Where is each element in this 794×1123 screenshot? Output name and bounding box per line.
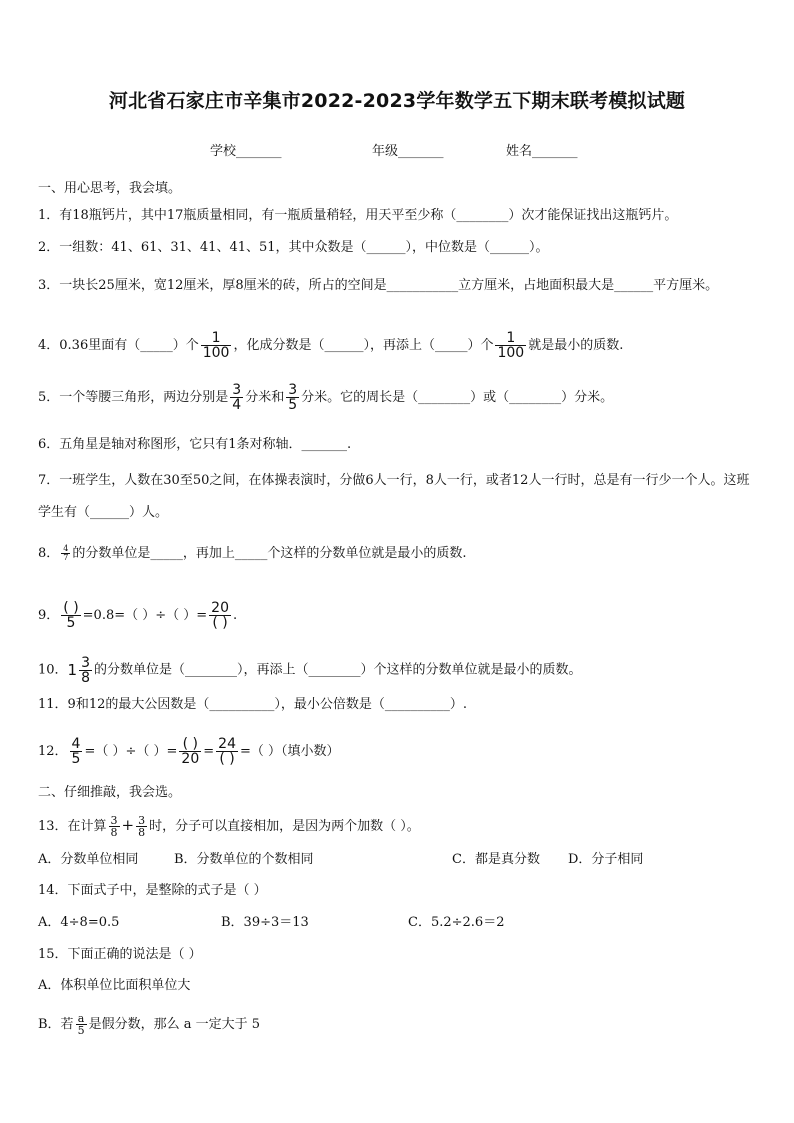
- q9-text-a: 9．: [38, 608, 60, 623]
- q12-fraction-3: $\frac{24}{( )}$: [218, 736, 236, 767]
- q4-text-c: 就是最小的质数.: [528, 338, 624, 353]
- question-9: [38, 594, 760, 638]
- q15b-text-b: 是假分数，那么 a 一定大于 5: [88, 1017, 260, 1032]
- q12-fraction-2: $\frac{( )}{20}$: [181, 736, 200, 767]
- q13-fraction-2: $\frac{3}{8}$: [138, 814, 146, 839]
- q13-option-b[interactable]: B．分数单位的个数相同: [174, 852, 314, 867]
- q4-fraction-2: $\frac{1}{100}$: [497, 330, 525, 361]
- q9-text-c: .: [233, 608, 238, 623]
- q14-option-c[interactable]: C．5.2÷2.6＝2: [408, 915, 505, 930]
- q5-text-c: 分米。它的周长是（________）或（________）分米。: [301, 390, 614, 405]
- name-field: [506, 140, 578, 159]
- school-label: 学校: [210, 144, 237, 159]
- q5-fraction-1: $\frac{3}{4}$: [232, 382, 242, 413]
- question-11: 11．9和12的最大公因数是（__________），最小公倍数是（__________）.: [38, 697, 467, 712]
- q9-fraction-1: $\frac{( )}{5}$: [63, 600, 79, 631]
- name-label: 姓名: [506, 144, 533, 159]
- q13-fraction-1: $\frac{3}{8}$: [110, 814, 118, 839]
- grade-blank: _______: [398, 144, 444, 159]
- grade-field: [372, 140, 444, 159]
- name-blank: _______: [532, 144, 578, 159]
- q10-whole: 1: [67, 661, 78, 679]
- question-14: 14．下面式子中，是整除的式子是（ ）: [38, 883, 267, 898]
- q4-text-a: 4．0.36里面有（_____）个: [38, 338, 199, 353]
- q12-text-b: =（ ）÷（ ）=: [84, 744, 178, 759]
- q8-fraction: $\frac{4}{7}$: [63, 544, 69, 562]
- q12-text-c: =: [203, 744, 215, 759]
- question-10: [38, 650, 760, 691]
- q10-fraction: $\frac{3}{8}$: [81, 654, 91, 686]
- q14-option-b[interactable]: B．39÷3＝13: [221, 915, 309, 930]
- q15b-fraction: $\frac{a}{5}$: [77, 1012, 85, 1037]
- q15b-text-a: B．若: [38, 1017, 74, 1032]
- q12-fraction-1: $\frac{4}{5}$: [71, 736, 81, 767]
- q13-option-c[interactable]: C．都是真分数: [452, 852, 540, 867]
- q14-option-a[interactable]: A．4÷8=0.5: [38, 915, 120, 930]
- school-blank: _______: [236, 144, 282, 159]
- q4-text-b: ，化成分数是（______），再添上（_____）个: [233, 338, 494, 353]
- q5-fraction-2: $\frac{3}{5}$: [288, 382, 298, 413]
- q13-text-a: 13．在计算: [38, 819, 107, 834]
- q13-option-d[interactable]: D．分子相同: [568, 852, 644, 867]
- q8-text-b: 的分数单位是_____，再加上_____个这样的分数单位就是最小的质数.: [72, 546, 467, 561]
- question-3: 3．一块长25厘米，宽12厘米，厚8厘米的砖，所占的空间是___________立方厘米，占地面积最大是______平方厘米。: [38, 278, 719, 293]
- q13-option-a[interactable]: A．分数单位相同: [38, 852, 139, 867]
- question-4: [38, 328, 760, 364]
- question-1: 1．有18瓶钙片，其中17瓶质量相同，有一瓶质量稍轻，用天平至少称（________）次才能保证找出这瓶钙片。: [38, 208, 678, 223]
- question-12: [38, 729, 760, 775]
- question-8: [38, 542, 760, 566]
- q9-text-b: =0.8=（ ）÷（ ）=: [82, 608, 208, 623]
- question-7: 7．一班学生，人数在30至50之间，在体操表演时，分做6人一行，8人一行，或者12人一行时，总是有一行少一个人。这班学生有（______）人。: [38, 473, 750, 520]
- section-2-heading: 二、仔细推敲，我会选。: [38, 785, 182, 800]
- q12-text-a: 12．: [38, 744, 68, 759]
- q13-text-b: 时，分子可以直接相加，是因为两个加数（ ）。: [149, 819, 420, 834]
- grade-label: 年级: [372, 144, 399, 159]
- question-13: [38, 808, 760, 844]
- q4-fraction: $\frac{1}{100}$: [202, 330, 230, 361]
- q8-text-a: 8．: [38, 546, 60, 561]
- q10-text-b: 的分数单位是（________），再添上（________）个这样的分数单位就是最小的质数。: [94, 662, 582, 678]
- q13-plus: +: [121, 816, 135, 834]
- school-field: [210, 140, 282, 159]
- question-2: 2．一组数：41、61、31、41、41、51，其中众数是（______），中位数是（______）。: [38, 240, 549, 255]
- q10-text-a: 10．: [38, 662, 68, 678]
- question-15: 15．下面正确的说法是（ ）: [38, 947, 202, 962]
- q12-text-d: =（ ）（填小数）: [239, 744, 340, 759]
- page-title: 河北省石家庄市辛集市2022-2023学年数学五下期末联考模拟试题: [108, 90, 686, 112]
- q15-option-b[interactable]: [38, 1010, 760, 1040]
- section-1-heading: 一、用心思考，我会填。: [38, 181, 182, 196]
- q15-option-a[interactable]: A．体积单位比面积单位大: [38, 978, 191, 993]
- q9-fraction-2: $\frac{20}{( )}$: [211, 600, 229, 631]
- question-6: 6．五角星是轴对称图形，它只有1条对称轴．_______.: [38, 437, 352, 452]
- q5-text-b: 分米和: [245, 390, 285, 405]
- q5-text-a: 5．一个等腰三角形，两边分别是: [38, 390, 229, 405]
- question-5: [38, 380, 760, 416]
